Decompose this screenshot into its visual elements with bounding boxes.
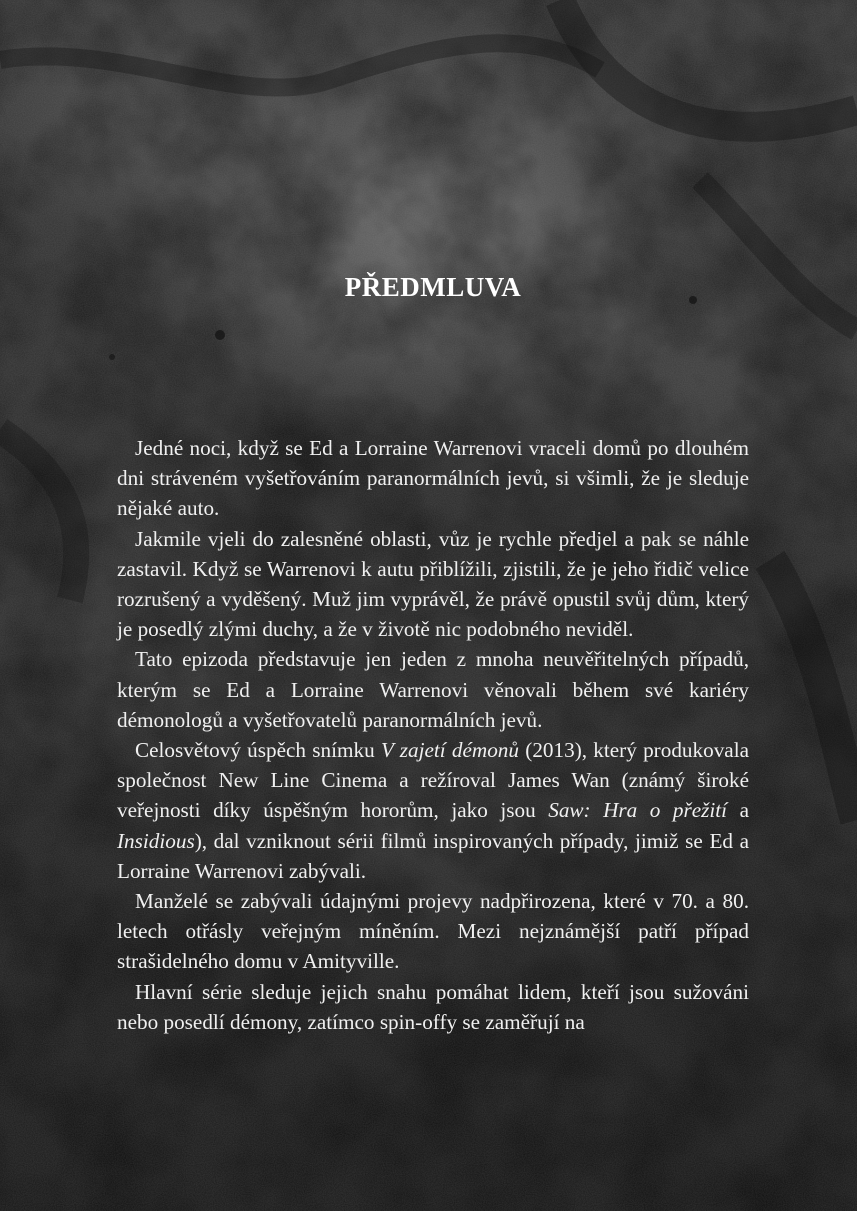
paragraph-2: Jakmile vjeli do zalesněné oblasti, vůz je rychle předjel a pak se náhle zastavil. Když se Warrenovi k autu přiblížili, zjistili, že je jeho řidič velice rozrušený a vyděšený. Muž jim vyprávěl, že právě opustil svůj dům, který je posedlý zlými duchy, a že v životě nic podobného neviděl.: [117, 526, 749, 642]
paragraph-3: Tato epizoda představuje jen jeden z mnoha neuvěřitelných případů, kterým se Ed a Lorraine Warrenovi věnovali během své kariéry démonologů a vyšetřovatelů paranormálních jevů.: [117, 647, 749, 732]
film-title-conjuring: V zajetí démonů: [380, 738, 519, 763]
page-content: [117, 0, 749, 1211]
paragraph-1: Jedné noci, když se Ed a Lorraine Warrenovi vraceli domů po dlouhém dni stráveném vyšetřováním paranormálních jevů, si všimli, že je sleduje nějaké auto.: [117, 436, 749, 521]
paragraph-4-text-d: ), dal vzniknout sérii filmů inspirovaných případy, jimiž se Ed a Lorraine Warrenovi zabývali.: [117, 828, 749, 883]
paragraph-4-text-a: Celosvětový úspěch snímku: [135, 738, 381, 763]
paragraph-4: [117, 735, 749, 886]
paragraph-6: Hlavní série sleduje jejich snahu pomáhat lidem, kteří jsou sužováni nebo posedlí démony, zatímco spin-offy se zaměřují na: [117, 979, 749, 1034]
paragraph-5: Manželé se zabývali údajnými projevy nadpřirozena, které v 70. a 80. letech otřásly veřejným míněním. Mezi nejznámější patří případ strašidelného domu v Amityville.: [117, 889, 749, 974]
film-title-insidious: Insidious: [117, 828, 195, 853]
film-title-saw: Saw: Hra o přežití: [548, 798, 728, 823]
paragraph-4-text-b: (2013), který produkovala společnost New Line Cinema a režíroval James Wan (známý široké veřejnosti díky úspěšným hororům, jako jsou: [117, 738, 749, 823]
paragraph-4-text-c: a: [727, 798, 750, 823]
chapter-body: [117, 433, 749, 1037]
chapter-title: PŘEDMLUVA: [344, 272, 522, 302]
